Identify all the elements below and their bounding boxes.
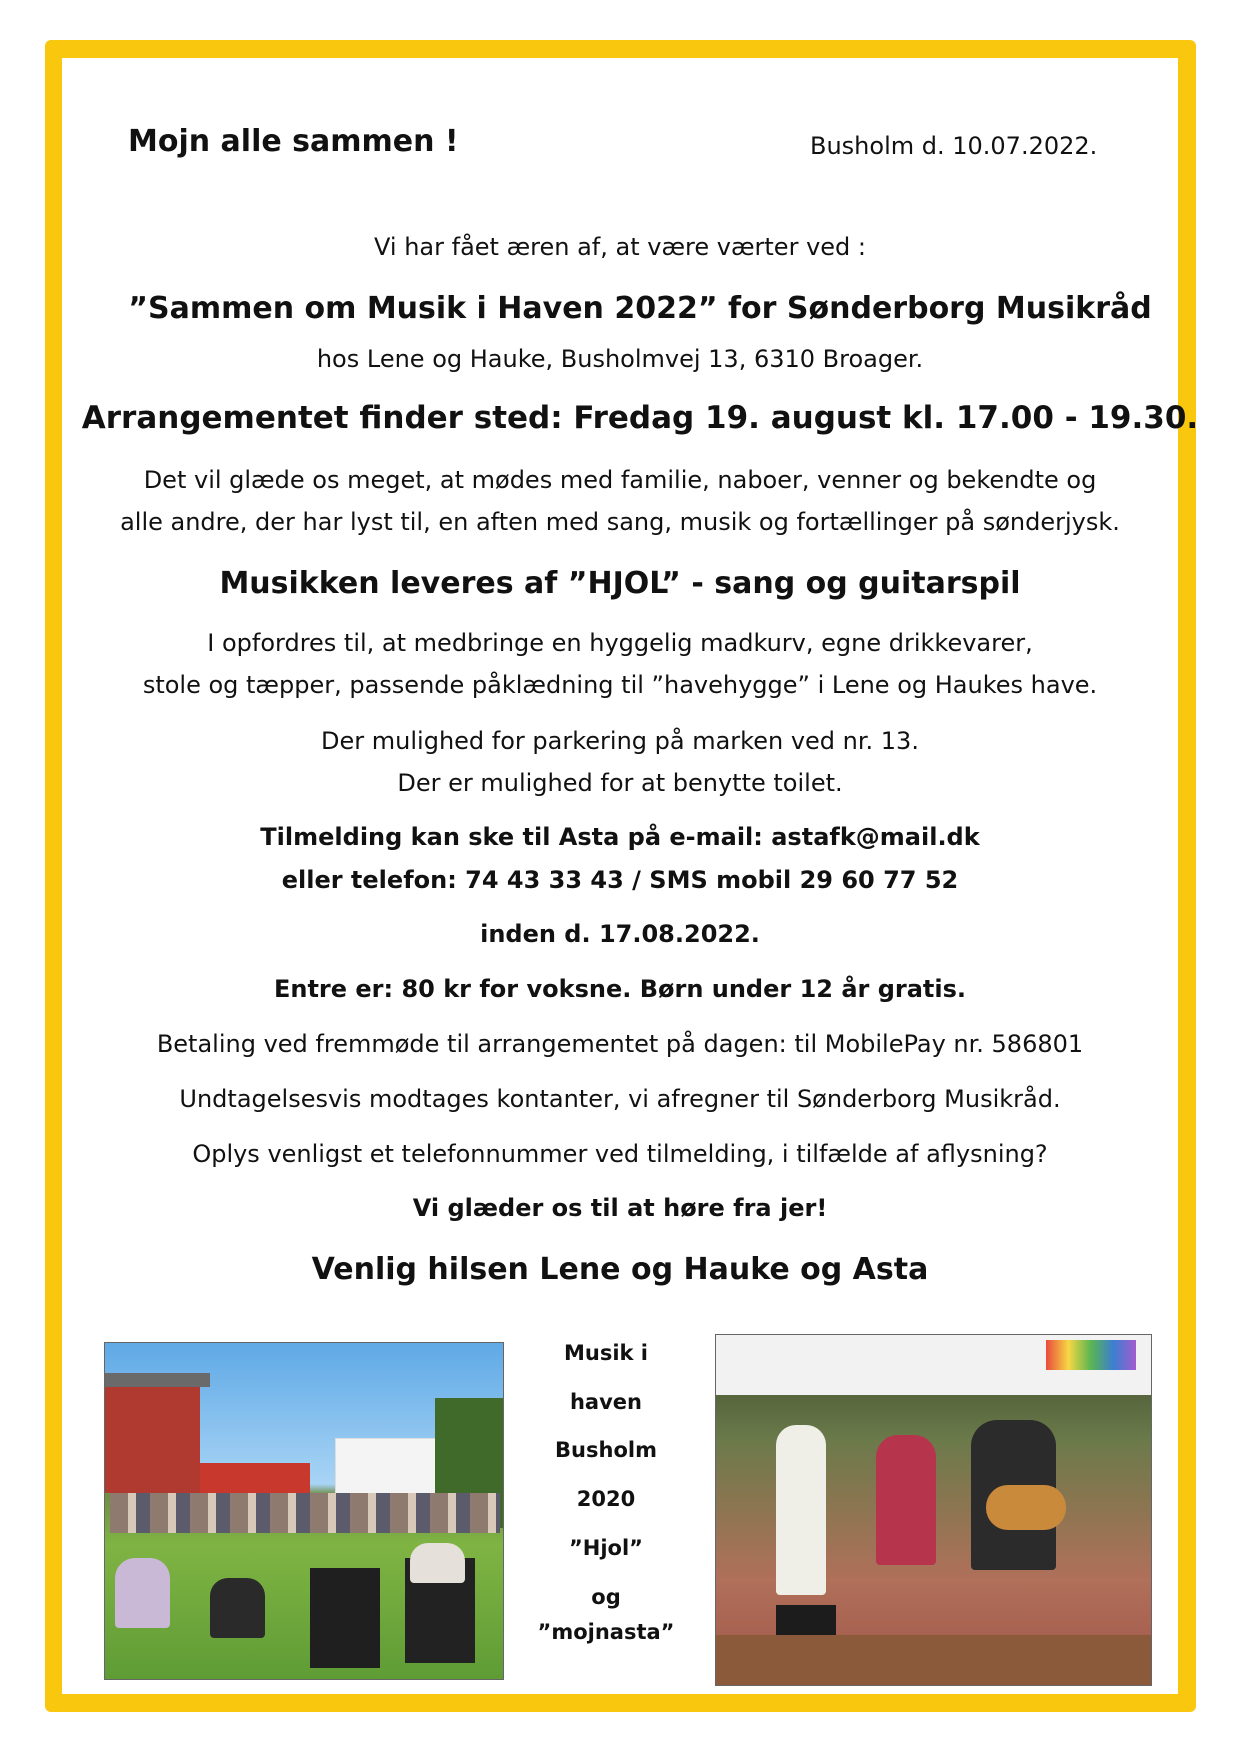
bring-line-2: stole og tæpper, passende påklædning til ”havehygge” i Lene og Haukes have.	[142, 671, 1098, 699]
house-roof	[105, 1373, 210, 1387]
toilet-info: Der er mulighed for at benytte toilet.	[397, 769, 843, 797]
caption-line: ”Hjol”	[568, 1536, 643, 1560]
wooden-deck	[716, 1635, 1151, 1685]
singer	[776, 1425, 826, 1595]
audience-row	[110, 1493, 500, 1533]
bring-line-1: I opfordres til, at medbringe en hyggelig madkurv, egne drikkevarer,	[207, 629, 1033, 657]
chair	[310, 1568, 380, 1668]
entry-price: Entre er: 80 kr for voksne. Børn under 12 år gratis.	[273, 975, 967, 1003]
signup-line-2: eller telefon: 74 43 33 43 / SMS mobil 29 60 77 52	[281, 866, 959, 894]
caption-line: ”mojnasta”	[537, 1620, 675, 1644]
event-title: ”Sammen om Musik i Haven 2022” for Sønderborg Musikråd	[128, 291, 1152, 326]
phone-note: Oplys venligst et telefonnummer ved tilmelding, i tilfælde af aflysning?	[192, 1140, 1048, 1168]
person	[115, 1558, 170, 1628]
garden-audience-photo	[104, 1342, 504, 1680]
payment-info: Betaling ved fremmøde til arrangementet på dagen: til MobilePay nr. 586801	[156, 1030, 1084, 1058]
red-shed	[200, 1463, 310, 1493]
person	[210, 1578, 265, 1638]
caption-line: Musik i	[563, 1341, 649, 1365]
caption-line: Busholm	[555, 1438, 657, 1462]
invite-line-2: alle andre, der har lyst til, en aften med sang, musik og fortællinger på sønderjysk.	[120, 508, 1120, 536]
music-by-heading: Musikken leveres af ”HJOL” - sang og guitarspil	[219, 566, 1021, 601]
musicians-stage-photo	[715, 1334, 1152, 1686]
looking-forward: Vi glæder os til at høre fra jer!	[412, 1194, 828, 1222]
caption-line: haven	[569, 1390, 642, 1414]
signup-deadline: inden d. 17.08.2022.	[480, 920, 760, 948]
party-lanterns	[1046, 1340, 1136, 1370]
signature: Venlig hilsen Lene og Hauke og Asta	[311, 1252, 929, 1287]
greeting: Mojn alle sammen !	[128, 124, 459, 159]
invite-line-1: Det vil glæde os meget, at mødes med familie, naboer, venner og bekendte og	[143, 466, 1097, 494]
white-tent	[335, 1438, 447, 1500]
place-date: Busholm d. 10.07.2022.	[810, 132, 1098, 160]
caption-line: 2020	[576, 1487, 636, 1511]
person	[410, 1543, 465, 1583]
guitarist	[876, 1435, 936, 1565]
red-house	[105, 1383, 200, 1493]
signup-line-1: Tilmelding kan ske til Asta på e-mail: astafk@mail.dk	[260, 823, 980, 851]
intro-text: Vi har fået æren af, at være værter ved :	[374, 233, 866, 261]
event-time: Arrangementet finder sted: Fredag 19. august kl. 17.00 - 19.30.	[81, 400, 1199, 436]
caption-line: og	[591, 1585, 621, 1609]
parking-info: Der mulighed for parkering på marken ved nr. 13.	[321, 727, 919, 755]
guitar	[986, 1485, 1066, 1530]
cash-info: Undtagelsesvis modtages kontanter, vi afregner til Sønderborg Musikråd.	[179, 1085, 1061, 1113]
address: hos Lene og Hauke, Busholmvej 13, 6310 Broager.	[316, 345, 924, 373]
